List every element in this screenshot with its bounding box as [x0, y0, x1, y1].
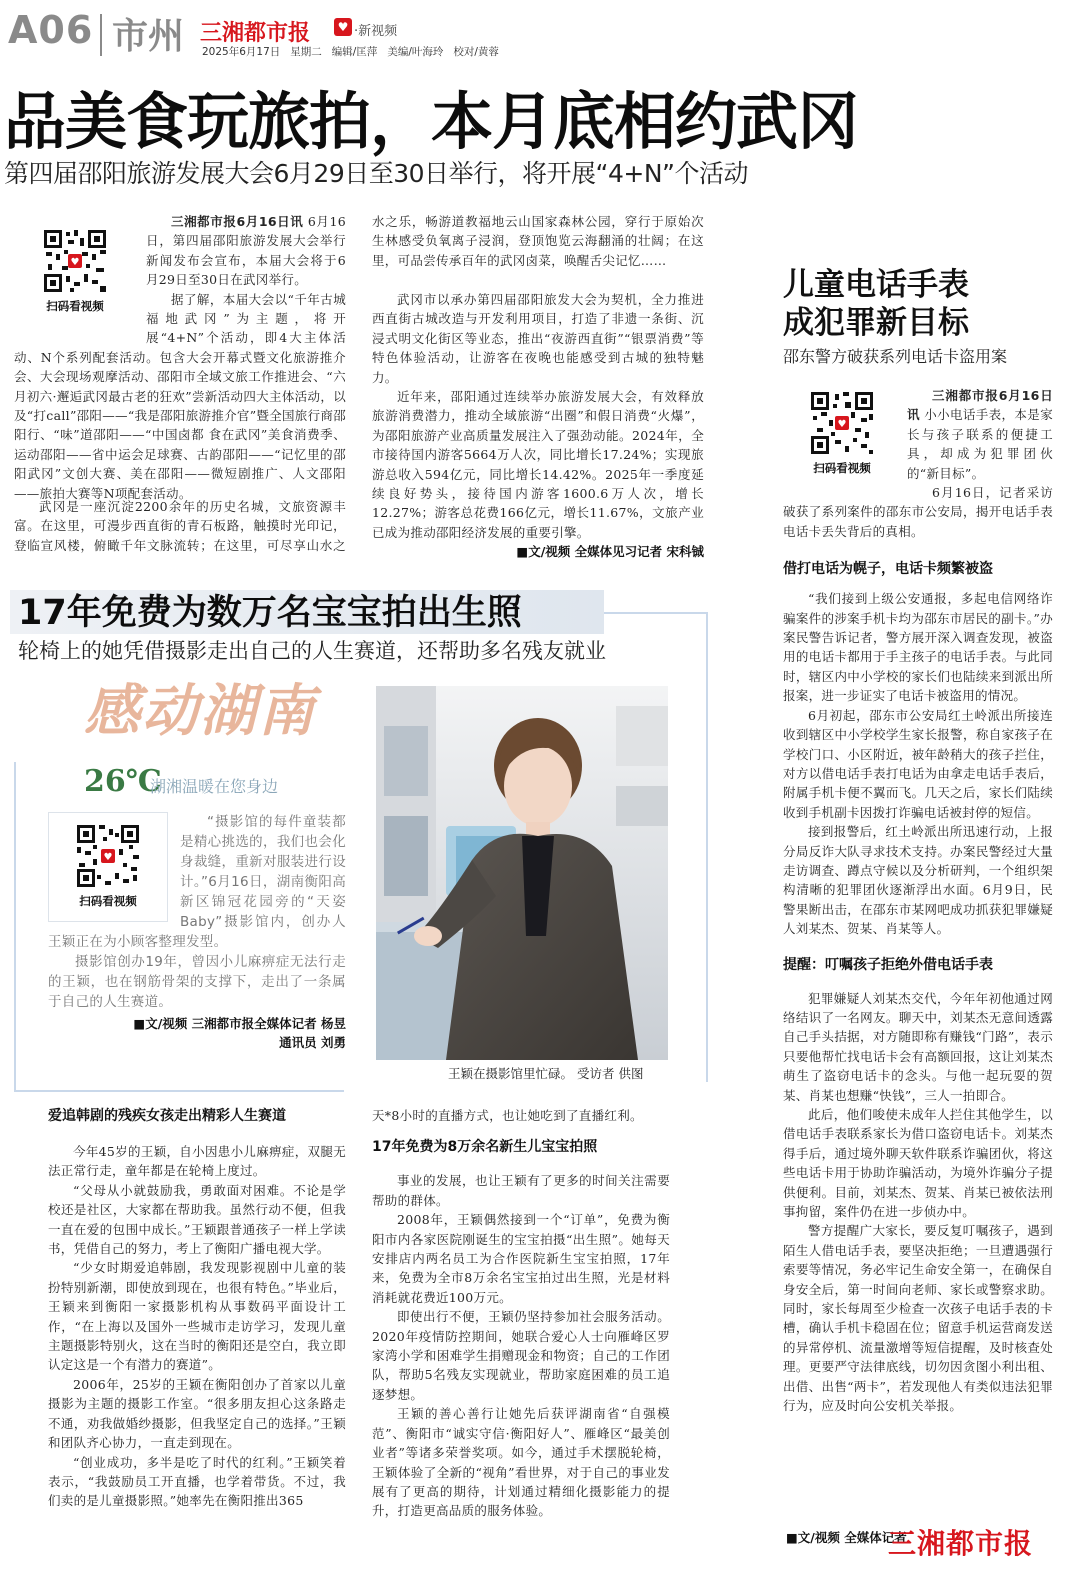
story3-para: 事业的发展，也让王颖有了更多的时间关注需要帮助的群体。: [372, 1173, 670, 1208]
story3-banner-temp: 26℃: [84, 764, 162, 799]
story2-subheading: 提醒：叮嘱孩子拒绝外借电话手表: [783, 956, 993, 973]
story2-para: “我们接到上级公安通报，多起电信网络诈骗案件的涉案手机卡均为邵东市居民的副卡。”办案民警告诉记者，警方展开深入调查发现，被盗用的电话卡都用于手主孩子的电话手表。与此同时，辖区内中小学校的家长们也陆续来到派出所报案，进一步证实了电话卡被盗用的情况。: [783, 591, 1053, 704]
story3-para: 2006年，25岁的王颖在衡阳创办了首家以儿童摄影为主题的摄影工作室。“很多朋友担心这条路走不通，劝我做婚纱摄影，但我坚定自己的选择。”王颖和团队齐心协力，一直走到现在。: [48, 1376, 346, 1451]
story2-subhead: 邵东警方破获系列电话卡盗用案: [783, 347, 1008, 366]
heart-badge-icon: ♥: [334, 18, 352, 36]
story1-subhead: 第四届邵阳旅游发展大会6月29日至30日举行，将开展“4+N”个活动: [4, 159, 748, 188]
story1-para: 近年来，邵阳通过连续举办旅游发展大会，有效释放旅游消费潜力，推动全域旅游“出圈”和假日消费“火爆”，为邵阳旅游产业高质量发展注入了强劲动能。2024年，全市接待国内游客5664万人次，同比增长17.24%；实现旅游总收入594亿元，同比增长14.42%。2025年一季度延续良好势头，接待国内游客1600.6万人次，增长12.27%；游客总花费166亿元，增长11.67%，文旅产业已成为推动邵阳经济发展的重要引擎。: [372, 389, 704, 540]
story1-para: 武冈是一座沉淀2200余年的历史名城，文旅资源丰富。在这里，可漫步西直街的青石板路，触摸时光印记，登临宣风楼，俯瞰千年文脉流转；在这里，可尽享山水之: [14, 499, 346, 553]
story1-para: 武冈市以承办第四届邵阳旅发大会为契机，全力推进西直街古城改造与开发利用项目，打造了非遗一条街、沉浸式明文化街区等业态，推出“夜游西直街”“银票消费”等特色体验活动，让游客在夜晚也能感受到古城的独特魅力。: [372, 292, 704, 385]
story3-para: 即使出行不便，王颖仍坚持参加社会服务活动。2020年疫情防控期间，她联合爱心人士向雁峰区罗家湾小学和困难学生捐赠现金和物资；自己的工作团队，帮助5名残友实现就业，帮助家庭困难的员工追逐梦想。: [372, 1309, 670, 1402]
svg-text:♥: ♥: [103, 852, 113, 863]
story3-subheading: 17年免费为8万余名新生儿宝宝拍照: [372, 1139, 598, 1156]
qr-caption: 扫码看视频: [46, 299, 104, 313]
story3-frame-top: [604, 612, 708, 614]
story2-body: [783, 386, 1053, 1511]
story3-body-right: [372, 1106, 670, 1521]
story3-para: 王颖的善心善行让她先后获评湖南省“自强模范”、衡阳市“诚实守信·衡阳好人”、雁峰区“最美创业者”等诸多荣誉奖项。如今，通过手术摆脱轮椅，王颖体验了全新的“视角”看世界，对于自己的事业发展有了更高的期待，计划通过精细化摄影能力的提升，打造更高品质的服务体验。: [372, 1406, 670, 1519]
story3-byline: ■文/视频 三湘都市报全媒体记者 杨昱: [133, 1016, 346, 1031]
story2-subheading: 借打电话为幌子，电话卡频繁被盗: [783, 561, 993, 578]
story3-banner-title: 感动湖南: [84, 678, 316, 744]
story2-dateline: 三湘都市报6月16日讯: [907, 388, 1053, 423]
story3-byline-2: 通讯员 刘勇: [279, 1035, 346, 1050]
story3-photo-caption: 王颖在摄影馆里忙碌。 受访者 供图: [448, 1066, 644, 1081]
page-number: A06: [8, 8, 94, 52]
story1-byline: ■文/视频 全媒体见习记者 宋科铖: [516, 544, 704, 560]
story3-para: 2008年，王颖偶然接到一个“订单”，免费为衡阳市内各家医院刚诞生的宝宝拍摄“出生照”。她每天安排店内两名员工为合作医院新生宝宝拍照，17年来，免费为全市8万余名宝宝拍过出生照，光是材料消耗就花费近100万元。: [372, 1212, 670, 1305]
story3-para: “父母从小就鼓励我，勇敢面对困难。不论是学校还是社区，大家都在帮助我。虽然行动不便，但我一直在爱的包围中成长。”王颖跟普通孩子一样上学读书，凭借自己的努力，考上了衡阳广播电视大学。: [48, 1182, 346, 1257]
footer-logo: 三湘都市报: [888, 1527, 1034, 1560]
newspaper-logo: 三湘都市报: [200, 20, 311, 46]
story1-para-cont: 水之乐，畅游道教福地云山国家森林公园，穿行于原始次生林感受负氧离子浸润，登顶饱览云海翻涌的壮阔；在这里，可品尝传承百年的武冈卤菜，唤醒舌尖记忆……: [372, 214, 704, 268]
date-line: 2025年6月17日 星期二 编辑/匡萍 美编/叶海玲 校对/黄蓉: [202, 46, 499, 58]
story2-byline: ■文/视频 全媒体记者: [786, 1530, 907, 1545]
story2-para: 小小电话手表，本是家长与孩子联系的便捷工具，却成为犯罪团伙的“新目标”。: [907, 407, 1053, 481]
story1-qr-box: [14, 212, 136, 330]
story1-headline: 品美食玩旅拍，本月底相约武冈: [4, 85, 859, 158]
qr-caption: 扫码看视频: [79, 894, 137, 908]
story3-para: 今年45岁的王颖，自小因患小儿麻痹症，双腿无法正常行走，童年都是在轮椅上度过。: [48, 1144, 346, 1179]
story3-frame-left: [14, 762, 16, 1092]
story2-headline: 儿童电话手表 成犯罪新目标: [783, 267, 969, 341]
story1-dateline: 三湘都市报6月16日讯: [171, 214, 304, 229]
photo-woman-at-desk: [376, 686, 668, 1060]
story3-subheading: 爱追韩剧的残疾女孩走出精彩人生赛道: [48, 1108, 286, 1124]
story2-para: 犯罪嫌疑人刘某杰交代，今年年初他通过网络结识了一名网友。聊天中，刘某杰无意间透露自己手头拮据，对方随即称有赚钱“门路”，表示只要他帮忙找电话卡会有高额回报，这让刘某杰萌生了盗窃电话卡的念头。与他一起玩耍的贺某、肖某也想赚“快钱”，三人一拍即合。: [783, 990, 1053, 1103]
story3-intro-para: “摄影馆的每件童装都是精心挑选的，我们也会化身裁缝，重新对服装进行设计。”6月16日，湖南衡阳高新区锦冠花园旁的“天姿Baby”摄影馆内，创办人王颖正在为小顾客整理发型。: [48, 814, 346, 950]
story1-para: 据了解，本届大会以“千年古城 福地武冈”为主题，将开展“4+N”个活动，即4大主体活动、N个系列配套活动。包含大会开幕式暨文化旅游推介会、大会现场观摩活动、邵阳市全域文旅工作推进会、“六月初六·邂逅武冈最古老的狂欢”尝新活动四大主体活动，以及“打call”邵阳——“我是邵阳旅游推介官”暨全国旅行商邵阳行、“味”道邵阳——“中国卤都 食在武冈”美食消费季、运动邵阳——省中运会足球赛、古韵邵阳——“记忆里的邵阳武冈”文创大赛、美在邵阳——微短剧推广、人文邵阳——旅拍大赛等N项配套活动。: [14, 291, 347, 501]
story2-para: 接到报警后，红土岭派出所迅速行动，上报分局反诈大队寻求技术支持。办案民警经过大量走访调查、蹲点守候以及分析研判，一个组织架构清晰的犯罪团伙逐渐浮出水面。6月9日，民警果断出击，在邵东市某网吧成功抓获犯罪嫌疑人刘某杰、贺某、肖某等人。: [783, 824, 1053, 937]
story3-photo: [376, 686, 668, 1060]
story1-col1b: [14, 497, 346, 555]
qr-code-icon[interactable]: [809, 390, 875, 456]
header-divider: [100, 14, 102, 56]
page-header: [0, 0, 1080, 70]
story3-para: 天*8小时的直播方式，也让她吃到了直播红利。: [372, 1108, 643, 1123]
story3-frame-right: [706, 612, 708, 1082]
story3-banner-slogan: 湖湘温暖在您身边: [150, 777, 279, 796]
app-name: ·新视频: [354, 24, 398, 39]
story3-frame-bottom: [14, 1090, 344, 1092]
story3-para: “创业成功，多半是吃了时代的红利。”王颖笑着表示，“我鼓励员工开直播，也学着带货。不过，我们卖的是儿童摄影照。”她率先在衡阳推出365: [48, 1454, 346, 1509]
story1-para: 6月16日，第四届邵阳旅游发展大会举行新闻发布会宣布，本届大会将于6月29日至30日在武冈举行。: [146, 214, 346, 288]
story2-para: 警方提醒广大家长，要反复叮嘱孩子，遇到陌生人借电话手表，要坚决拒绝；一旦遭遇强行索要等情况，务必牢记生命安全第一，在确保自身安全后，第一时间向老师、家长或警察求助。同时，家长每周至少检查一次孩子电话手表的卡槽，确认手机卡稳固在位；留意手机运营商发送的异常停机、流量激增等短信提醒，及时核查处理。更要严守法律底线，切勿因贪图小利出租、出借、出售“两卡”，若发现他人有类似违法犯罪行为，应及时向公安机关举报。: [783, 1223, 1053, 1414]
story3-subhead: 轮椅上的她凭借摄影走出自己的人生赛道，还帮助多名残友就业: [18, 639, 606, 663]
story3-body-left: [48, 1102, 346, 1511]
story3-para: “少女时期爱追韩剧，我发现影视剧中儿童的装扮特别新潮，即使放到现在，也很有特色。”毕业后，王颖来到衡阳一家摄影机构从事数码平面设计工作，“在上海以及国外一些城市走访学习，发现儿童主题摄影特别火，这在当时的衡阳还是空白，我立即认定这是一个有潜力的赛道”。: [48, 1260, 346, 1373]
section-name: 市州: [112, 16, 185, 57]
story2-qr-box: [783, 390, 901, 502]
svg-text:♥: ♥: [837, 419, 847, 430]
qr-caption: 扫码看视频: [813, 461, 871, 475]
story3-headline: 17年免费为数万名宝宝拍出生照: [18, 593, 522, 633]
story3-intro-para: 摄影馆创办19年，曾因小儿麻痹症无法行走的王颖，也在钢筋骨架的支撑下，走出了一条属于自己的人生赛道。: [48, 954, 346, 1010]
story2-para: 6月16日，记者采访破获了系列案件的邵东市公安局，揭开电话手表电话卡丢失背后的真相。: [783, 485, 1053, 539]
story1-col2: [372, 212, 704, 561]
story3-qr-box: [48, 812, 168, 922]
svg-text:♥: ♥: [70, 257, 80, 268]
story3-intro: [48, 812, 346, 1052]
qr-code-icon[interactable]: [42, 228, 108, 294]
story2-para: 此后，他们唆使未成年人拦住其他学生，以借电话手表联系家长为借口盗窃电话卡。刘某杰得手后，通过境外聊天软件联系诈骗团伙，将这些电话卡用于协助诈骗活动，为境外诈骗分子提供便利。目前，刘某杰、贺某、肖某已被依法刑事拘留，案件仍在进一步侦办中。: [783, 1107, 1053, 1220]
qr-code-icon[interactable]: [75, 823, 141, 889]
story2-para: 6月初起，邵东市公安局红土岭派出所接连收到辖区中小学校学生家长报警，称自家孩子在学校门口、小区附近，被年龄稍大的孩子拦住，对方以借电话手表打电话为由拿走电话手表后，附属手机卡便不翼而飞。几天之后，家长们陆续收到手机副卡因拨打诈骗电话被封停的短信。: [783, 707, 1053, 820]
